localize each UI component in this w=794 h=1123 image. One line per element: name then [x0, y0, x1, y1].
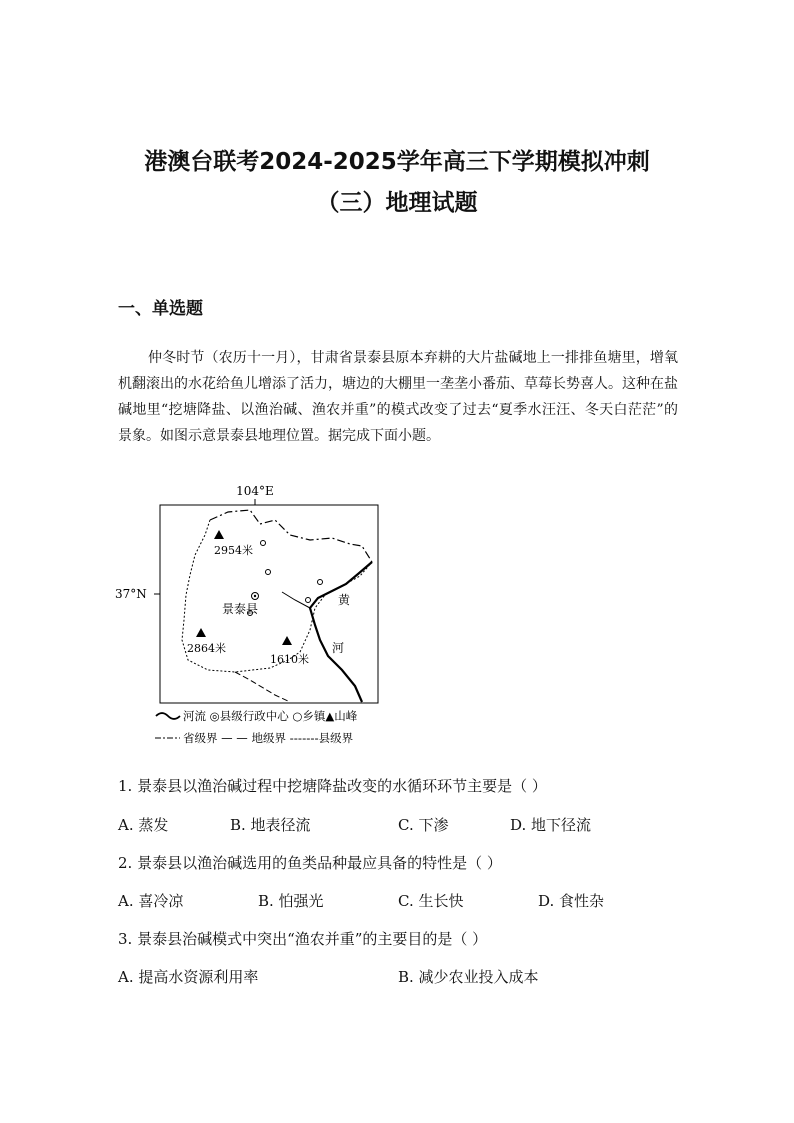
reading-passage: 仲冬时节（农历十一月），甘肃省景泰县原本弃耕的大片盐碱地上一排排鱼塘里，增氧机翻滚出的水花给鱼儿增添了活力，塘边的大棚里一垄垄小番茄、草莓长势喜人。这种在盐碱地里“挖塘降盐、以渔治碱、渔农并重”的模式改变了过去“夏季水汪汪、冬天白茫茫”的景象。如图示意景泰县地理位置。据完成下面小题。: [118, 350, 678, 444]
longitude-label: 104°E: [236, 484, 274, 498]
question-1-stem: 1. 景泰县以渔治碱过程中挖塘降盐改变的水循环环节主要是（ ）: [118, 777, 547, 795]
town-marker: [306, 598, 311, 603]
river-label-he: 河: [332, 641, 345, 655]
peak-label-1610: 1610米: [270, 653, 309, 666]
latitude-label: 37°N: [115, 587, 147, 601]
q2-option-d[interactable]: D. 食性杂: [538, 892, 605, 910]
q2-option-a[interactable]: A. 喜冷凉: [118, 892, 184, 910]
q2-option-b[interactable]: B. 怕强光: [258, 892, 324, 910]
q1-option-d[interactable]: D. 地下径流: [510, 816, 592, 834]
peak-icon: [196, 628, 206, 637]
q2-option-c[interactable]: C. 生长快: [398, 892, 464, 910]
town-marker: [266, 570, 271, 575]
river-label-huang: 黄: [338, 593, 351, 607]
q1-option-a[interactable]: A. 蒸发: [118, 816, 169, 834]
river-legend-icon: [156, 713, 180, 719]
jingtai-location-map: [110, 480, 410, 750]
q1-option-c[interactable]: C. 下渗: [398, 816, 449, 834]
paper-title-line2: （三）地理试题: [316, 190, 478, 216]
peak-label-2864: 2864米: [187, 642, 226, 655]
paper-title-line1: 港澳台联考2024-2025学年高三下学期模拟冲刺: [144, 149, 650, 175]
legend-row-1: 河流 ◎县级行政中心 ○乡镇▲山峰: [183, 709, 358, 723]
peak-icon: [282, 636, 292, 645]
question-2-stem: 2. 景泰县以渔治碱选用的鱼类品种最应具备的特性是（ ）: [118, 854, 502, 872]
section-heading: 一、单选题: [118, 299, 203, 319]
peak-label-2954: 2954米: [214, 544, 253, 557]
q1-option-b[interactable]: B. 地表径流: [230, 816, 311, 834]
prefecture-boundary: [235, 672, 290, 702]
question-3-stem: 3. 景泰县治碱模式中突出“渔农并重”的主要目的是（ ）: [118, 930, 488, 948]
q3-option-a[interactable]: A. 提高水资源利用率: [118, 968, 259, 986]
town-marker: [261, 541, 266, 546]
peak-icon: [214, 530, 224, 539]
county-label: 景泰县: [222, 602, 259, 616]
legend-row-2: 省级界 — — 地级界 -------县级界: [183, 731, 354, 745]
town-marker: [318, 580, 323, 585]
q3-option-b[interactable]: B. 减少农业投入成本: [398, 968, 539, 986]
